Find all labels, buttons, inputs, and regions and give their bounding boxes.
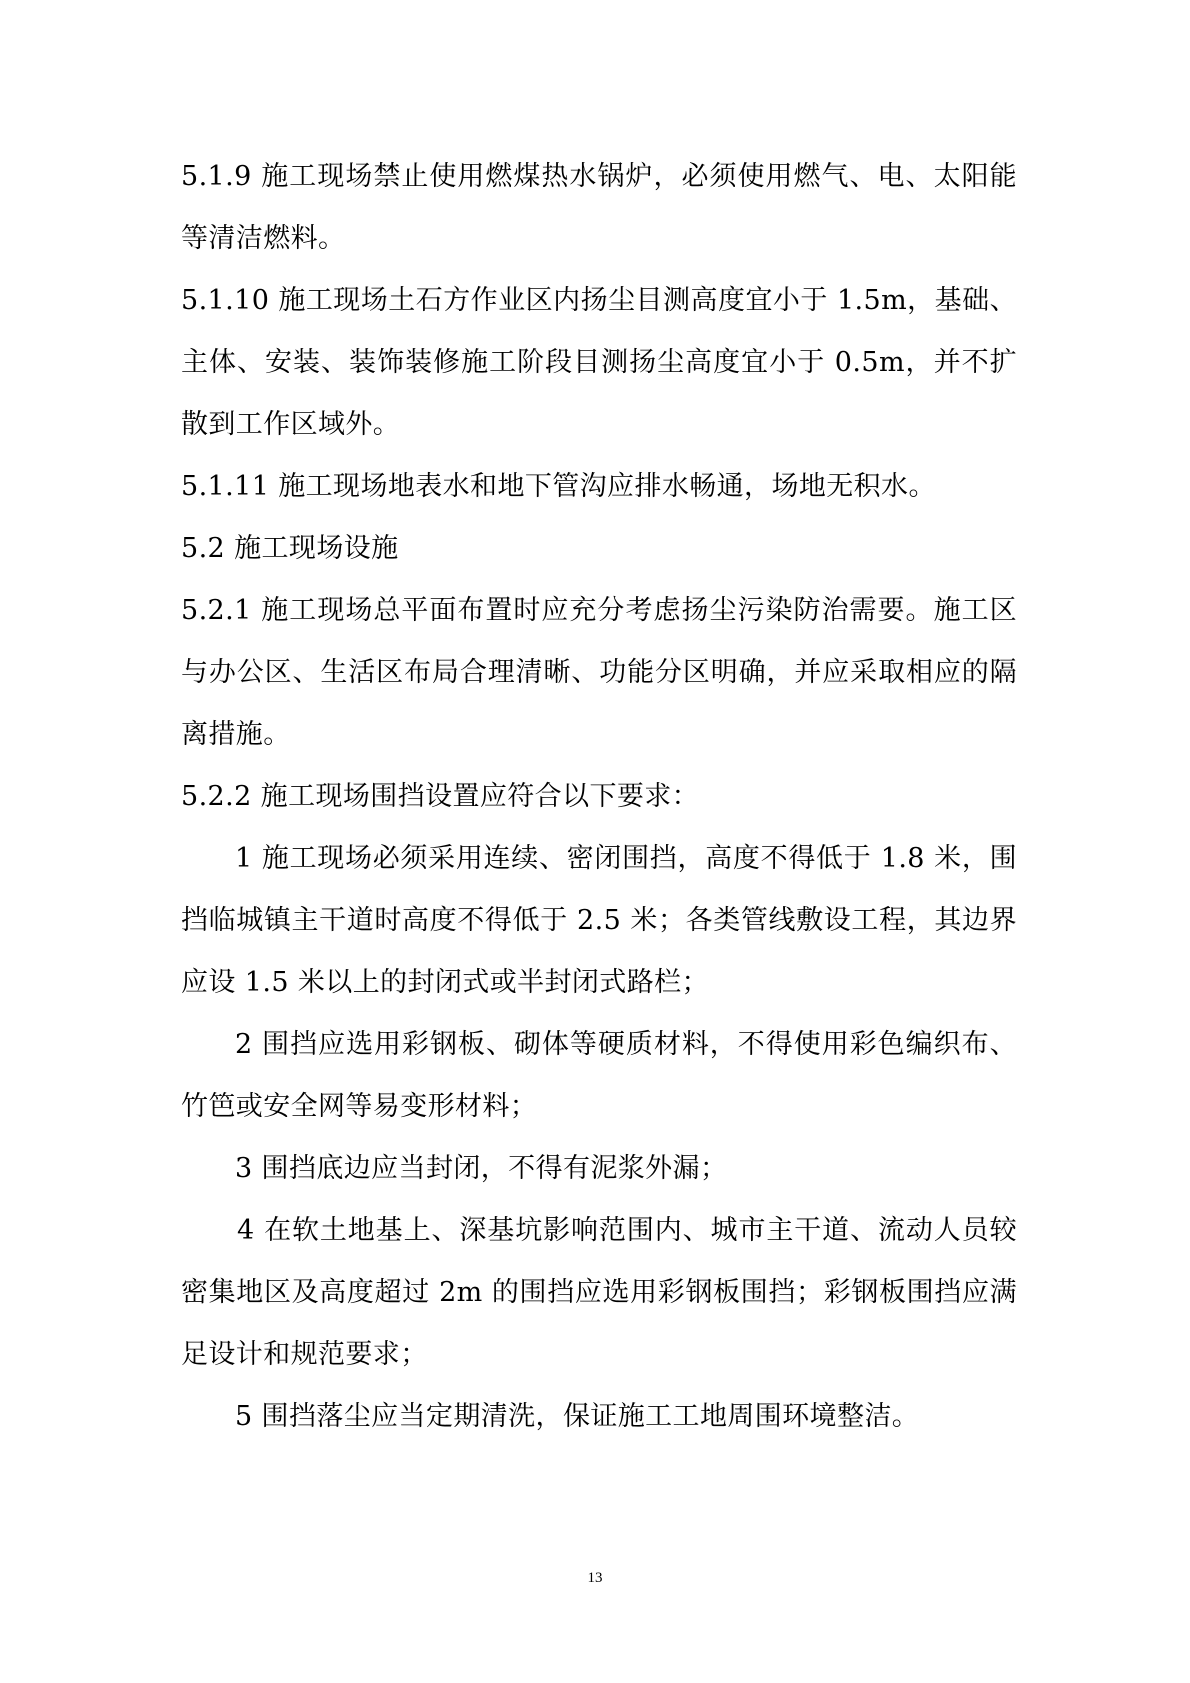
requirement-item-5: 5 围挡落尘应当定期清洗，保证施工工地周围环境整洁。 [235,1401,920,1432]
requirement-item-2: 2 围挡应选用彩钢板、砌体等硬质材料，不得使用彩色编织布、竹笆或安全网等易变形材料； [181,1029,1017,1122]
document-body [181,146,1017,1448]
clause-5-1-10: 5.1.10 施工现场土石方作业区内扬尘目测高度宜小于 1.5m，基础、主体、安装、装饰装修施工阶段目测扬尘高度宜小于 0.5m，并不扩散到工作区域外。 [181,285,1017,440]
clause-5-2-1: 5.2.1 施工现场总平面布置时应充分考虑扬尘污染防治需要。施工区与办公区、生活区布局合理清晰、功能分区明确，并应采取相应的隔离措施。 [181,595,1017,750]
page-number: 13 [587,1570,603,1586]
clause-5-1-11: 5.1.11 施工现场地表水和地下管沟应排水畅通，场地无积水。 [181,471,936,502]
clause-5-1-9: 5.1.9 施工现场禁止使用燃煤热水锅炉，必须使用燃气、电、太阳能等清洁燃料。 [181,161,1017,254]
section-heading-5-2: 5.2 施工现场设施 [181,533,399,564]
requirement-item-4: 4 在软土地基上、深基坑影响范围内、城市主干道、流动人员较密集地区及高度超过 2m 的围挡应选用彩钢板围挡；彩钢板围挡应满足设计和规范要求； [181,1215,1017,1370]
requirement-item-3: 3 围挡底边应当封闭，不得有泥浆外漏； [235,1153,728,1184]
clause-5-2-2: 5.2.2 施工现场围挡设置应符合以下要求： [181,781,700,812]
requirement-item-1: 1 施工现场必须采用连续、密闭围挡，高度不得低于 1.8 米，围挡临城镇主干道时高度不得低于 2.5 米；各类管线敷设工程，其边界应设 1.5 米以上的封闭式或半封闭式路栏； [181,843,1017,998]
